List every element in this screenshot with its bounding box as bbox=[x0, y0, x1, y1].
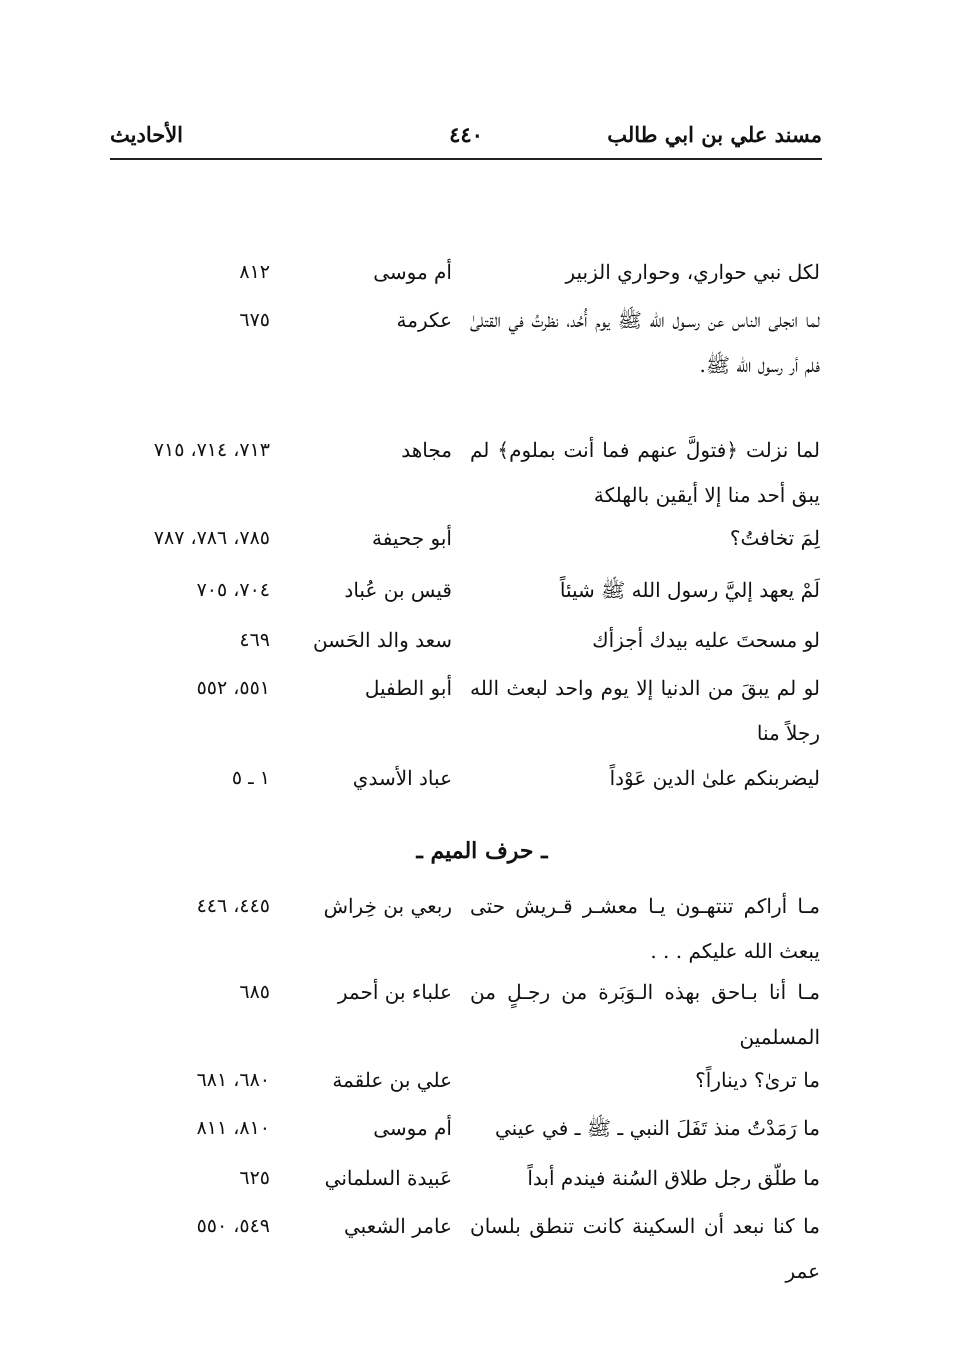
hadith-refs: ٤٦٩ bbox=[239, 629, 270, 651]
hadith-text: لما نزلت ﴿فتولَّ عنهم فما أنت بملوم﴾ لم يبق أحد منا إلا أيقين بالهلكة bbox=[470, 438, 820, 507]
hadith-refs: ٧١٣، ٧١٤، ٧١٥ bbox=[153, 439, 270, 461]
hadith-text: ما كنا نبعد أن السكينة كانت تنطق بلسان عمر bbox=[470, 1214, 820, 1283]
narrator: أبو جحيفة bbox=[372, 526, 452, 550]
narrator: قيس بن عُباد bbox=[344, 578, 452, 602]
hadith-text: ما ترىٰ؟ ديناراً؟ bbox=[695, 1068, 820, 1092]
hadith-refs: ٨١٠، ٨١١ bbox=[196, 1117, 270, 1139]
hadith-text: لما انجلى الناس عن رسـول الله ﷺ يوم أُحُد، نظرتُ في القتلىٰ فلم أر رسول الله ﷺ. bbox=[470, 308, 820, 377]
narrator: علباء بن أحمر bbox=[337, 980, 452, 1004]
hadith-text: لَمْ يعهد إليَّ رسول الله ﷺ شيئاً bbox=[559, 578, 820, 602]
hadith-refs: ٦٨٠، ٦٨١ bbox=[196, 1069, 270, 1091]
narrator: مجاهد bbox=[401, 438, 452, 462]
hadith-text: لِمَ تخافتُ؟ bbox=[729, 526, 820, 550]
hadith-refs: ١ ـ ٥ bbox=[231, 767, 270, 789]
narrator: سعد والد الحَسن bbox=[312, 628, 452, 652]
hadith-refs: ٥٥١، ٥٥٢ bbox=[196, 677, 270, 699]
hadith-refs: ٧٠٤، ٧٠٥ bbox=[196, 579, 270, 601]
narrator: علي بن علقمة bbox=[332, 1068, 452, 1092]
book-title: مسند علي بن ابي طالب bbox=[607, 122, 822, 147]
hadith-text: لو لم يبقَ من الدنيا إلا يوم واحد لبعث الله رجلاً منا bbox=[470, 676, 820, 745]
narrator: عباد الأسدي bbox=[352, 766, 452, 790]
narrator: أبو الطفيل bbox=[364, 676, 452, 700]
narrator: ربعي بن خِراش bbox=[323, 894, 452, 918]
hadith-text: ليضربنكم علىٰ الدين عَوْداً bbox=[609, 766, 820, 790]
hadith-text: ما طلّق رجل طلاق السُنة فيندم أبداً bbox=[527, 1166, 820, 1190]
hadith-refs: ٤٤٥، ٤٤٦ bbox=[196, 895, 270, 917]
page-number: ٤٤٠ bbox=[449, 122, 483, 147]
hadith-text: ما رَمَدْتُ منذ تَفَلَ النبي ـ ﷺ ـ في عيني bbox=[495, 1116, 820, 1140]
hadith-refs: ٦٨٥ bbox=[239, 981, 270, 1003]
narrator: أم موسى bbox=[373, 260, 452, 284]
narrator: أم موسى bbox=[373, 1116, 452, 1140]
hadith-refs: ٨١٢ bbox=[239, 261, 270, 283]
hadith-refs: ٥٤٩، ٥٥٠ bbox=[196, 1215, 270, 1237]
hadith-text: مـا أراكم تنتهـون يـا معشـر قـريش حتى يبعث الله عليكم . . . bbox=[470, 894, 820, 963]
hadith-refs: ٦٧٥ bbox=[239, 309, 270, 331]
section-heading: ـ حرف الميم ـ bbox=[416, 838, 548, 864]
section-name: الأحاديث bbox=[110, 122, 184, 147]
page-header bbox=[110, 118, 822, 160]
hadith-refs: ٦٢٥ bbox=[239, 1167, 270, 1189]
narrator: عكرمة bbox=[396, 308, 452, 332]
hadith-text: لكل نبي حواري، وحواري الزبير bbox=[565, 260, 820, 284]
hadith-refs: ٧٨٥، ٧٨٦، ٧٨٧ bbox=[153, 527, 270, 549]
hadith-text: لو مسحتَ عليه بيدك أجزأك bbox=[592, 628, 820, 652]
hadith-text: مـا أنا بـاحق بهذه الـوَبَرة من رجـلٍ من المسلمين bbox=[470, 980, 820, 1049]
narrator: عامر الشعبي bbox=[344, 1214, 452, 1238]
narrator: عَبيدة السلماني bbox=[324, 1166, 452, 1190]
